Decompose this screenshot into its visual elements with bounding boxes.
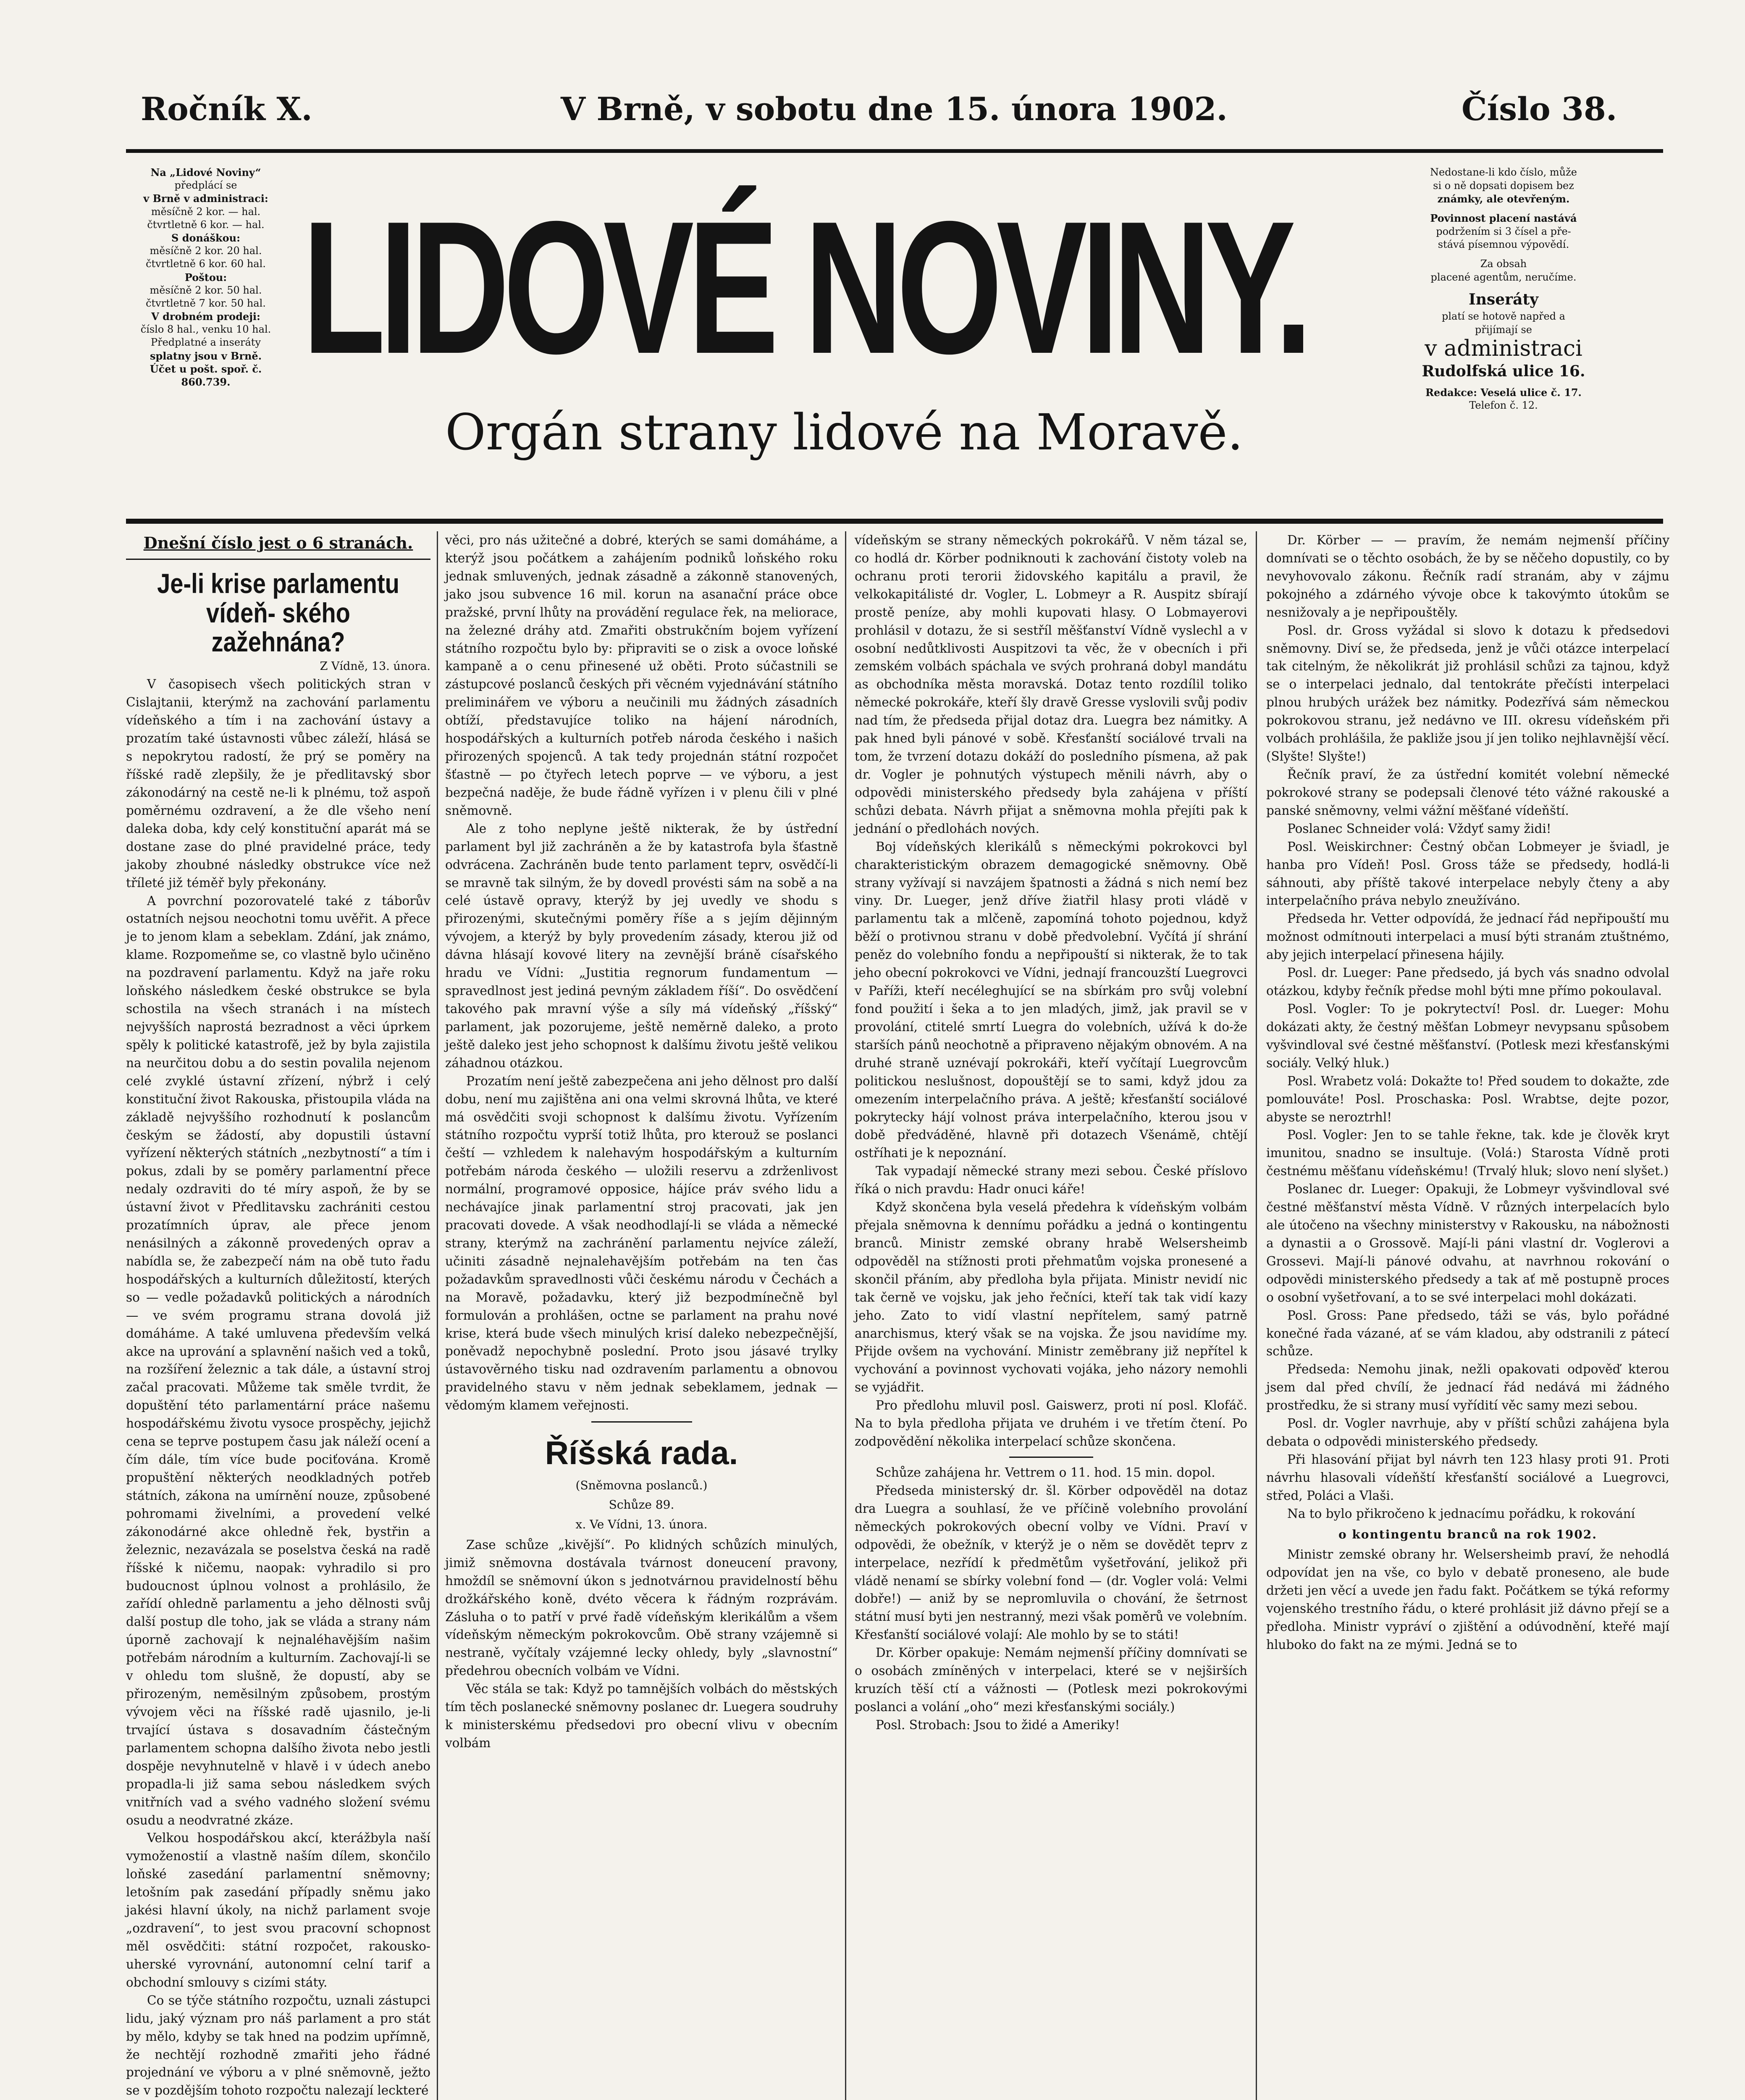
issue-notice: Dnešní číslo jest o 6 stranách.	[143, 533, 413, 552]
ear-left-line: čtvrtletně 7 kor. 50 hal.	[146, 297, 266, 309]
article-paragraph: Velkou hospodářskou akcí, kterážbyla naší vymoženostií a vlastně naším dílem, skončilo loňské zasedání parlamentní sněmovny; letošním pak zasedání případly sněmu jako jakési hlavní úkoly, na nichž parlament svoje „ozdravení“, to jest svou pracovní schopnost měl osvědčiti: státní rozpočet, rakousko-uherské vyrovnání, autonomní celní tarif a obchodní smlouvy s cizími státy.	[126, 1831, 430, 1990]
article-paragraph: A povrchní pozorovatelé také z táborův ostatních nejsou neochotni tomu uvěřit. A přece je to jenom klam a sebeklam. Zdání, jak známo, klame. Rozpomeňme se, co vlastně bylo učiněno na pozdravení parlamentu. Když na jaře roku loňského následkem české obstrukce se byla schostila na všech stranách i na místech nejvyšších naprostá bezradnost a věci úprkem spěly k politické katastrofě, jež by byla zajistila na neurčitou dobu a do sestin povalila nejenom celé zvyklé ústavní zřízení, nýbrž i celý konstituční život Rakouska, přistoupila vláda na základě nejvyššího rozhodnutí k poslancům českým se žádostí, aby dopustili ústavní vyřízení některých státních „nezbytností“ a tím i pokus, zdali by se poměry parlamentní přece nedaly ozdraviti do té míry aspoň, že by se ústavní život v Předlitavsku zachrániti cestou prozatímních úprav, ale přece jenom nenásilných a zákonně provedených oprav a nabídla se, že zabezpečí nám na obě tuto řadu hospodářských a kulturních důležitostí, kterých so — vedle požadavků politických a národních — ve svém programu strana dovolá již domáháme. A také umluvena především velká akce na uprování a splavnění našich ved a toků, na rozšíření železnic a tak dále, a ústavní stroj začal pracovati. Můžeme tak směle tvrdit, že dopuštění této parlamentární práce našemu hospodářskému životu vysoce prospěchy, jejichž cena se teprve postupem času jak náleží ocení a čím dále, tím více bude pociťována. Kromě propuštění některých neodkladných potřeb státních, zákona na umírnění nouze, způsobené pohromami živelními, a provedení velké zákonodárné akce ohledně řek, bystřin a železnic, nezavázala se poselstva česká na radě říšské k ničemu, naopak: vyhradilo si pro budoucnost úplnou volnost a prohlásilo, že zařídí ohledně parlamentu a jeho dělnosti svůj další postup dle toho, jak se vláda a strany nám úporně zachovají k nejnaléhavějším našim potřebám národním a kulturním. Zachovají-li se v ohledu tom slušně, že dopustí, aby se přirozeným, neměsilným způsobem, prostým vývojem věci na říšské radě ujasnilo, je-li trvající ústava s dosavadním částečným parlamentem schopna dalšího života nebo jestli dospěje nevyhnutelně v hlavě i v údech anebo propadla-li již sama sebou následkem svých vnitřních vad a svého vadného složení svému osudu a neodvratné zkáze.	[126, 893, 430, 1827]
ear-right-line: v administraci	[1425, 336, 1582, 362]
column-rule	[845, 531, 846, 2100]
dateline-bar	[126, 90, 1663, 158]
article-paragraph: Co se týče státního rozpočtu, uznali zástupci lidu, jaký význam pro náš parlament a pro stát by mělo, kdyby se tak hned na podzim upřímně, že nechtějí rozhodně zmařiti jeho řádné projednání ve výboru a v plné sněmovně, ježto se v pozdějším tohoto rozpočtu nalezají leckteré	[126, 1993, 430, 2098]
article-paragraph: Posl. Strobach: Jsou to židé a Ameriky!	[876, 1717, 1120, 1732]
ear-left-line: čtvrtletně 6 kor. 60 hal.	[146, 258, 266, 270]
article-paragraph: Prozatím není ještě zabezpečena ani jeho dělnost pro další dobu, není mu zajištěna ani ona velmi skrovná lhůta, ve které má osvědčiti svoji schopnost k dalšímu životu. Vyřízením státního rozpočtu vyprší totiž lhůta, pro kterouž se poslanci čeští — vzhledem k nalehavým hospodářským a kulturním potřebám národa českého — uložili reservu a zdrženlivost normální, programové opposice, hájíce práv svého lidu a nechávajíce jinak parlamentní stroj pracovati, jak jen pracovati dovede. A však neodhodlají-li se vláda a německé strany, kterýmž na zachránění parlamentu nejvíce záleží, učiniti zásadně nejnalehavějším potřebám na ten čas požadavkům spravedlnosti vůči českému národu v Čechách a na Moravě, požadavku, který již bezpodmínečně byl formulován a prohlášen, octne se parlament na prahu nové krise, která bude všech minulých krisí daleko nebezpečnější, poněvadž nepochybně poslední. Proto jsou jásavé trylky ústavověrného tisku nad ozdravením parlamentu a obnovou pravidelného stavu v něm jednak sebeklamem, jednak — vědomým klamem veřejnosti.	[445, 1074, 838, 1413]
article-paragraph: Předseda: Nemohu jinak, nežli opakovati odpověď kterou jsem dal před chvílí, že jednací řád nedává mi žádného prostředku, že si strany musí vyřídití věc samy mezi sebou.	[1266, 1362, 1669, 1413]
ear-left-line: v Brně v administraci:	[143, 192, 268, 205]
column-rule	[1256, 531, 1257, 2100]
top-rule	[126, 149, 1663, 153]
ear-right-line: placené agentům, neručíme.	[1430, 271, 1577, 283]
ear-right-line: přijímají se	[1475, 323, 1532, 336]
article-paragraph: Tak vypadají německé strany mezi sebou. České příslovo říká o nich pravdu: Hadr onuci káře!	[855, 1164, 1247, 1197]
article-paragraph: Posl. Weiskirchner: Čestný občan Lobmeyer je šviadl, je hanba pro Vídeň! Posl. Gross táže se předsedy, hodlá-li sáhnouti, aby příště takové interpelace nebyly čteny a aby interpelačního práva nebylo zneužíváno.	[1266, 839, 1669, 908]
masthead-rule	[126, 519, 1663, 524]
article-paragraph: Ministr zemské obrany hr. Welsersheimb praví, že nehodlá odpovídat jen na vše, co bylo v debatě proneseno, ale bude držeti jen věcí a uvede jen řadu fakt. Počátkem se týká reformy vojenského trestního řádu, o které prohlásit již dávno přejí se a předloha. Ministr vypráví o zjištění a odúvodnění, kteřé mají hluboko do fakt na ze mými. Jedná se to	[1266, 1547, 1669, 1652]
publisher-info-box	[1386, 166, 1621, 412]
ear-right-line: stává písemnou výpovědí.	[1438, 239, 1569, 251]
column-rule	[437, 531, 438, 2100]
ear-left-line: splatny jsou v Brně.	[150, 349, 262, 362]
section-title: Říšská rada.	[545, 1434, 738, 1472]
rule	[1009, 1457, 1093, 1458]
article-paragraph: vídeňským se strany německých pokrokářů. V něm tázal se, co hodlá dr. Körber podniknouti k zachování čistoty voleb na ochranu proti terorii židovského kapitálu a pravil, že velkokapitálisté dr. Vogler, L. Lobmeyr a R. Auspitz sbírají prostě peníze, aby mohli kupovati hlasy. O Lobmayerovi prohlásil v dotazu, že si sestříl měšťanství Vídně vyslechl a v osobní nedůtklivosti Auspitzovi ta věc, že v obecních i při zemském volbách spáchala ve svých prohraná dobyl mandátu as obchodníka města moravská. Dotaz tento rozdílil toliko německé pokrokáře, kteří šly dravě Gresse vyslovili svůj podiv nad tím, že předseda přijal dotaz dra. Luegra bez námitky. A pak hned byli pánové v sobě. Křesťanští sociálové trvali na tom, že tvrzení dotazu dokáží do posledního písmena, až pak dr. Vogler je pohnutých výstupech měnili návrh, aby o odpovědi ministerského předsedy byla zahájena v příští schůzi debata. Návrh přijat a sněmovna mohla přejíti pak k jednání o předlohách nových.	[855, 533, 1247, 836]
article-headline: Je-li krise parlamentu vídeň- ského zažehnána?	[157, 568, 399, 657]
ear-right-line: Telefon č. 12.	[1469, 399, 1538, 412]
ear-right-line: platí se hotově napřed a	[1442, 310, 1565, 322]
ear-left-line: měsíčně 2 kor. — hal.	[151, 205, 261, 218]
ear-right-line: Povinnost placení nastává	[1430, 212, 1577, 225]
article-paragraph: Ale z toho neplyne ještě nikterak, že by ústřední parlament byl již zachráněn a že by katastrofa byla šťastně odvrácena. Zachráněn bude tento parlament teprv, osvědčí-li se mravně tak silným, že by dovedl provésti sám na sobě a na celé ústavě opravy, kterýž by jej uvedly ve shodu s přirozenými, skutečnými poměry říše a s jejím dějinným vývojem, a kterýž by byly provedením zásady, kterou již od dávna hlásají kovové litery na zevnější bráně císařského hradu ve Vídni: „Justitia regnorum fundamentum — spravedlnost jest jediná pevným základem říší“. Do osvědčení takového pak mravní výše a síly má vídeňský „říšský“ parlament, jak pozorujeme, ještě neměrně daleko, a proto ještě daleko jest jeho schopnost k dalšímu životu ještě velikou záhadnou otázkou.	[445, 821, 838, 1070]
article-paragraph: Poslanec Schneider volá: Vždyť samy židi!	[1287, 821, 1551, 836]
ear-left-line: čtvrtletně 6 kor. — hal.	[147, 218, 265, 231]
article-paragraph: Když skončena byla veselá předehra k vídeňským volbám přejala sněmovna k dennímu pořádku a jedná o kontingentu branců. Ministr zemské obrany hrabě Welsersheimb odpověděl na stížnosti proti přehmatům vojska pronesené a skončil přáním, aby předloha byla přijata. Ministr nevidí nic tak černě ve vojsku, jak jeho řečníci, kteří tak tak vidí kazy jeho. Zato to vidí vlastní nepřítelem, samý patrně anarchismus, který však se na vojska. Že jsou navidíme my. Přijde ovšem na vychování. Ministr zeměbrany již nepřítel k vychování a povinnost vychovati vojáka, jeho názory nemohli se vyjádřit.	[855, 1200, 1247, 1395]
ear-right-line: Rudolfská ulice 16.	[1422, 362, 1585, 381]
article-paragraph: Posl. Gross: Pane předsedo, táži se vás, bylo pořádné konečné řada vázané, ať se vám kladou, aby odstranili z pátecí schůze.	[1266, 1308, 1669, 1359]
rule	[591, 1421, 692, 1423]
article-paragraph: Posl. Wrabetz volá: Dokažte to! Před soudem to dokažte, zde pomlouváte! Posl. Proschaska: Posl. Wrabtse, dejte pozor, abyste se neroztrhl!	[1266, 1074, 1669, 1124]
ear-left-line: Účet u pošt. spoř. č. 860.739.	[150, 362, 262, 388]
article-paragraph: Posl. dr. Gross vyžádal si slovo k dotazu k předsedovi sněmovny. Diví se, že předseda, jenž je vůči otázce interpelací tak citelným, že několikrát již prohlásil schůzi za tajnou, když se o interpelaci jednalo, dal tentokráte přečísti interpelaci plnou hrubých urážek bez námitky. Podezřívá sám německou pokrokovou stranu, jež nedávno ve III. okresu vídeňském při volbách prohlášila, že pakliže jsou jí jen toliko nejhlavnější věcí. (Slyšte! Slyšte!)	[1266, 623, 1669, 764]
subscription-info-box	[126, 166, 286, 388]
ear-left-line: měsíčně 2 kor. 20 hal.	[150, 245, 262, 257]
volume-year: Ročník X.	[141, 90, 312, 128]
ear-left-line: měsíčně 2 kor. 50 hal.	[150, 284, 262, 296]
ear-left-line: číslo 8 hal., venku 10 hal.	[140, 323, 271, 336]
ear-left-line: předplácí se	[174, 179, 237, 192]
article-paragraph: Řečník praví, že za ústřední komitét volební německé pokrokové strany se podepsali členové této vážné rakouské a panské sněmovny, velmi vážní měšťané vídeňští.	[1266, 767, 1669, 818]
column-1	[126, 531, 430, 2100]
article-paragraph: Posl. dr. Lueger: Pane předsedo, já bych vás snadno odvolal otázkou, kdyby řečník předse mohl býti mne přímo pokoulaval.	[1266, 966, 1669, 998]
issue-number: Číslo 38.	[1462, 90, 1617, 128]
subsection-heading: o kontingentu branců na rok 1902.	[1338, 1527, 1598, 1541]
ear-right-line: známky, ale otevřeným.	[1437, 193, 1570, 205]
rule	[126, 559, 430, 560]
article-paragraph: Dr. Körber opakuje: Nemám nejmenší příčiny domnívati se o osobách zmíněných v interpelaci, které se v nejširších kruzích těší ctí a vážnosti — (Potlesk mezi pokrokovými poslanci a volání „oho“ mezi křesťanskými sociály.)	[855, 1646, 1247, 1714]
ear-right-line: Za obsah	[1480, 258, 1527, 270]
article-paragraph: Věc stála se tak: Když po tamnějších volbách do městských tím těch poslanecké sněmovny poslanec dr. Luegera soudruhy k ministerskému předsedovi pro obecní vlivu v obecním volbám	[445, 1682, 838, 1750]
issue-date: V Brně, v sobotu dne 15. února 1902.	[561, 90, 1228, 128]
article-paragraph: Dr. Körber — — pravím, že nemám nejmenší příčiny domnívati se o těchto osobách, že by se něčeho dopustily, co by nevyhovovalo zákonu. Řečník radí stranám, aby v zájmu pokojného a zdárného vývoje obce k takovýmto útokům se nesnižovaly a je nepřipouštěly.	[1266, 533, 1669, 620]
article-paragraph: V časopisech všech politických stran v Cislajtanii, kterýmž na zachování parlamentu vídeňského a tím i na zachování ústavy a prozatím také ústavnosti vůbec záleží, hlásá se s nepokrytou radostí, že prý se poměry na říšské radě zlepšily, že je předlitavský sbor zákonodárný na cestě ne-li k plnému, tož aspoň poměrnému ozdravení, a že dle všeho není daleka doba, kdy celý konstituční aparát má se dostane zase do plné pravidelné práce, tedy jakoby zhoubné následky obstrukce více než tříleté již téměř byly překonány.	[126, 677, 430, 890]
ear-right-line: Inseráty	[1468, 291, 1539, 309]
article-paragraph: Schůze zahájena hr. Vettrem o 11. hod. 15 min. dopol.	[876, 1465, 1215, 1480]
ear-right-line: Redakce: Veselá ulice č. 17.	[1425, 386, 1582, 399]
ear-right-line: podržením si 3 čísel a pře-	[1436, 225, 1571, 237]
column-3	[855, 531, 1247, 1734]
ear-left-line: Předplatné a inseráty	[150, 336, 261, 349]
article-paragraph: Na to bylo přikročeno k jednacímu pořádku, k rokování	[1287, 1506, 1635, 1521]
session-number: Schůze 89.	[609, 1498, 674, 1512]
section-subtitle: (Sněmovna poslanců.)	[575, 1478, 708, 1492]
masthead-title: LIDOVÉ NOVINY.	[302, 182, 1307, 393]
ear-left-line: V drobném prodeji:	[151, 310, 260, 323]
article-paragraph: věci, pro nás užitečné a dobré, kterých se sami domáháme, a kterýž jsou počátkem a zahájením podniků loňského roku jednak smluvených, jednak zásadně a zákonně stanovených, jako jsou subvence 16 mil. korun na asanační práce obce pražské, první lhůty na provádění regulace řek, na meliorace, na železné dráhy atd. Zmařiti obstrukčním bojem vyřízení státního rozpočtu bylo by: připraviti se o zisk a ovoce loňské kampaně a o cenu přinesené už oběti. Proto súčastnili se zástupcové poslanců českých při věcném vyjednávání státního preliminářem ve výboru a neučinili mu žádných zásadních obtíží, představujíce toliko na hájení národních, hospodářských a kulturních potřeb národa českého i našich přirozených spojenců. A tak tedy projednán státní rozpočet šťastně — po čtyřech letech poprve — ve výboru, a jest bezpečná naděje, že bude řádně vyřízen i v plenu čili v plné sněmovně.	[445, 533, 838, 818]
article-paragraph: Při hlasování přijat byl návrh ten 123 hlasy proti 91. Proti návrhu hlasovali vídeňští křesťanští sociálové a Luegrovci, střed, Poláci a Vlaši.	[1266, 1452, 1669, 1503]
ear-right-line: si o ně dopsati dopisem bez	[1433, 179, 1574, 192]
ear-left-line: Na „Lidové Noviny“	[150, 166, 261, 178]
ear-left-line: S donáškou:	[171, 231, 240, 244]
ear-left-line: Poštou:	[184, 271, 227, 284]
article-paragraph: Zase schůze „kivější“. Po klidných schůzích minulých, jimiž sněmovna dostávala tvárnost doneucení pravony, hmoždíl se sněmovní úkon s jednotvárnou pravidelností běhu drožkářského koně, dvéto věcera k řádným rozprávám. Zásluha o to patří v prvé řadě vídeňským klerikálům a všem vídeňským německým pokrokovcům. Obě strany vzájemně si nestraně, vyčítaly vzájemné lecky ohledy, byly „slavnostní“ předehrou obecních volbám ve Vídni.	[445, 1537, 838, 1678]
article-paragraph: Boj vídeňských klerikálů s německými pokrokovci byl charakteristickým obrazem demagogické sněmovny. Obě strany vyžívají si navzájem špatnosti a žádná s nich nemí bez viny. Dr. Lueger, jenž dříve žiatřil hlasy proti vládě v parlamentu tak a mlčeně, zapomíná tohoto pojednou, když běží o protivnou stranu v době předvolební. Vyčítá jí shrání peněz do volebního fondu a nepřipouští si nikterak, že to tak jeho obecní pokrokovci ve Vídni, jednají francouzští Luegrovci v Paříži, kteří necéleghující se na sbírkám pro svůj volební fond použití i šeka a to jen mladých, jimž, jak pravil se v provolání, ctitelé smrtí Luegra do volebních, užívá k do-že starších pánů neochotně a připraveno nějakým obnovém. A na druhé straně uznévají pokrokáři, kteří vyčítají Luegrovcům politickou neslušnost, dopouštějí se to sami, když jdou za omezením interpelačního práva. A ještě; křesťanští sociálové pokrytecky hájí volnost práva interpelačního, kterou jsou v době předváděné, hlavně při dotazech Všenámě, chtějí ostříhati je k nepoznání.	[855, 839, 1247, 1160]
article-paragraph: Posl. Vogler: Jen to se tahle řekne, tak. kde je člověk kryt imunitou, snadno se insultuje. (Volá:) Starosta Vídně proti čestnému měšťanu vídeňskému! (Trvalý hluk; slovo není slyšet.)	[1266, 1128, 1669, 1179]
article-paragraph: Posl. dr. Vogler navrhuje, aby v příští schůzi zahájena byla debata o odpovědi ministerského předsedy.	[1266, 1416, 1669, 1449]
article-paragraph: Posl. Vogler: To je pokrytectví! Posl. dr. Lueger: Mohu dokázati akty, že čestný měšťan Lobmeyr nevypsanu spůsobem vyšvindloval své čestné měšťanství. (Potlesk mezi křesťanskými sociály. Velký hluk.)	[1266, 1001, 1669, 1070]
article-byline: Z Vídně, 13. února.	[320, 660, 430, 673]
ear-right-line: Nedostane-li kdo číslo, může	[1430, 166, 1577, 178]
session-byline: x. Ve Vídni, 13. února.	[575, 1517, 708, 1532]
article-paragraph: Pro předlohu mluvil posl. Gaiswerz, proti ní posl. Klofáč. Na to byla předloha přijata ve druhém i ve třetím čtení. Po zodpovědění několika interpelací schůze skončena.	[855, 1398, 1247, 1449]
masthead-subtitle: Orgán strany lidové na Moravě.	[445, 403, 1243, 461]
column-4	[1266, 531, 1669, 1654]
column-2	[445, 531, 838, 1752]
article-paragraph: Předseda ministerský dr. šl. Körber odpověděl na dotaz dra Luegra a souhlasí, že ve příčině volebního provolání německých pokrokových obecní volby ve Vídni. Praví v odpovědi, že obežník, v kterýž je o něm se dovědět teprv z interpelace, nezřídí k předmětům vyšetřování, jelikož při vládě nenamí se sbírky volební fond — (dr. Vogler volá: Velmi dobře!) — aniž by se nepromluvila o chování, že šetrnost státní musí byti jen nestranný, mezi však poměrů ve volebním. Křesťanští sociálové volají: Ale mohlo by se to státi!	[855, 1483, 1247, 1642]
article-paragraph: Předseda hr. Vetter odpovídá, že jednací řád nepřipouští mu možnost odmítnouti interpelaci a musí býti stranám ztuštnémo, aby jejich interpelací přinesena hájily.	[1266, 911, 1669, 962]
article-paragraph: Poslanec dr. Lueger: Opakuji, že Lobmeyr vyšvindloval své čestné měšťanství města Vídně. V různých interpelacích bylo ale útočeno na všechny ministerstvy v Rakousku, na nábožnosti a dynastii a o Grossově. Mají-li páni vlastní dr. Voglerovi a Grossevi. Mají-li pánové odvahu, at navrhnou rokování o odpovědi ministerského předsedy a tak ať mě postupně proces o osobní vyšetřovaní, a to se své interpelaci mohl dokázati.	[1266, 1182, 1669, 1305]
